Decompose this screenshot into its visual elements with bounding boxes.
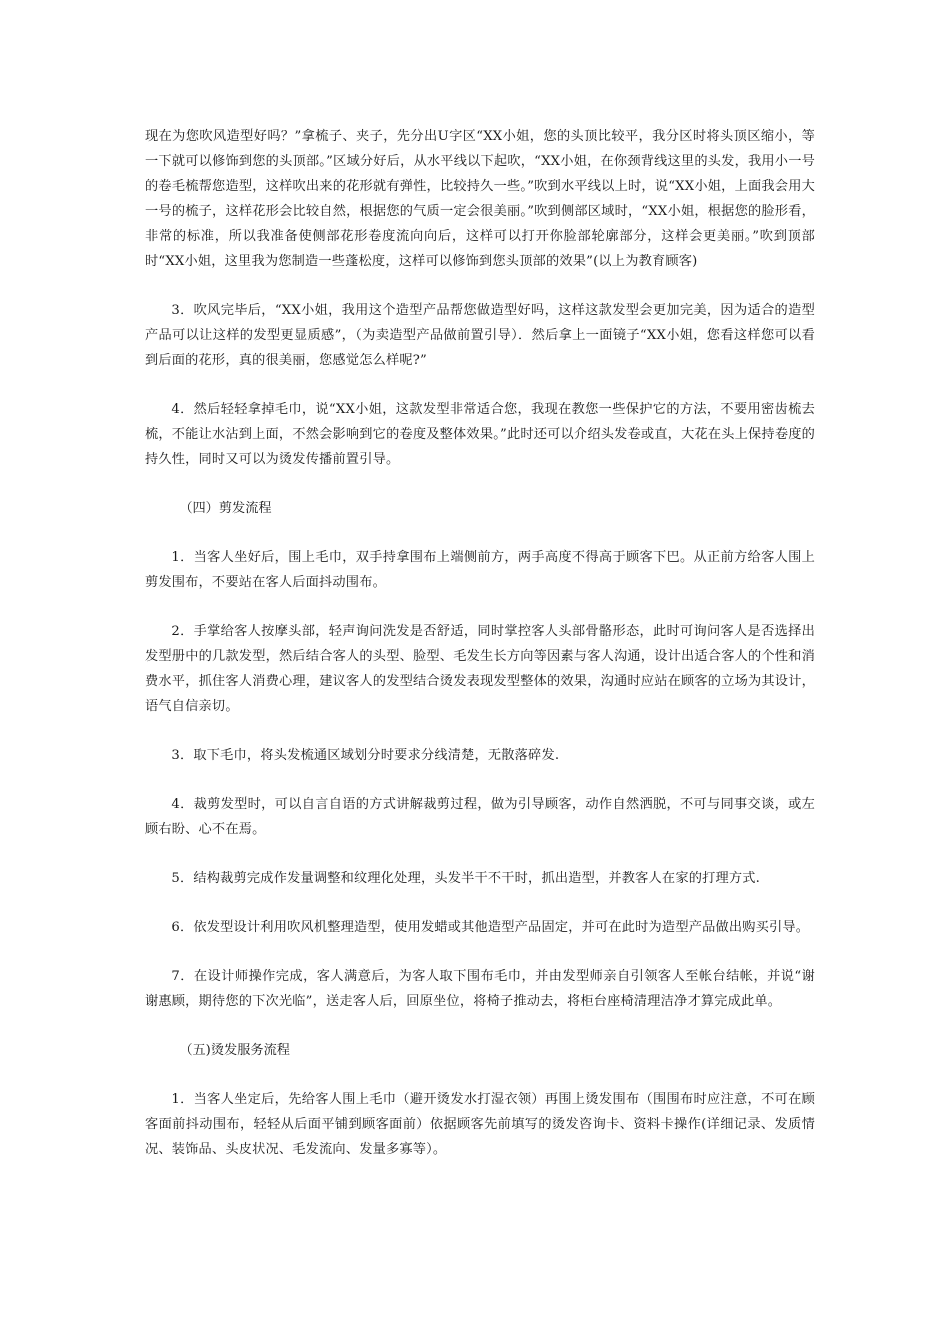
document-body bbox=[145, 124, 815, 1162]
paragraph-gap bbox=[145, 521, 815, 545]
paragraph-gap bbox=[145, 1063, 815, 1087]
paragraph-haircut-step-3: 3．取下毛巾，将头发梳通区域划分时要求分线清楚，无散落碎发. bbox=[171, 748, 560, 763]
paragraph-haircut-step-4: 4．裁剪发型时，可以自言自语的方式讲解裁剪过程，做为引导顾客，动作自然洒脱，不可与同事交谈，或左顾右盼、心不在焉。 bbox=[145, 797, 815, 837]
paragraph-step-3-styling-product: 3．吹风完毕后，“XX小姐，我用这个造型产品帮您做造型好吗，这样这款发型会更加完美，因为适合的造型产品可以让这样的发型更显质感”，（为卖造型产品做前置引导）．然后拿上一面镜子“XX小姐，您看这样您可以看到后面的花形，真的很美丽，您感觉怎么样呢?” bbox=[145, 303, 815, 368]
paragraph-gap bbox=[145, 595, 815, 619]
paragraph-step-4-remove-towel: 4．然后轻轻拿掉毛巾，说“XX小姐，这款发型非常适合您，我现在教您一些保护它的方法，不要用密齿梳去梳，不能让水沾到上面，不然会影响到它的卷度及整体效果。”此时还可以介绍头发卷或直，大花在头上保持卷度的持久性，同时又可以为烫发传播前置引导。 bbox=[145, 402, 815, 467]
paragraph-gap bbox=[145, 842, 815, 866]
paragraph-haircut-step-1: 1．当客人坐好后，围上毛巾，双手持拿围布上端侧前方，两手高度不得高于顾客下巴。从正前方给客人围上剪发围布，不要站在客人后面抖动围布。 bbox=[145, 550, 815, 590]
paragraph-gap bbox=[145, 1014, 815, 1038]
paragraph-haircut-step-6: 6．依发型设计利用吹风机整理造型，使用发蜡或其他造型产品固定，并可在此时为造型产品做出购买引导。 bbox=[171, 920, 810, 935]
paragraph-gap bbox=[145, 274, 815, 298]
paragraph-gap bbox=[145, 891, 815, 915]
paragraph-gap bbox=[145, 940, 815, 964]
section-heading-perm-service-process: （五)烫发服务流程 bbox=[179, 1043, 290, 1058]
section-heading-haircut-process: （四）剪发流程 bbox=[179, 501, 272, 516]
paragraph-haircut-step-2: 2．手掌给客人按摩头部，轻声询问洗发是否舒适，同时掌控客人头部骨骼形态，此时可询问客人是否选择出发型册中的几款发型，然后结合客人的头型、脸型、毛发生长方向等因素与客人沟通，设计出适合客人的个性和消费水平，抓住客人消费心理，建议客人的发型结合烫发表现发型整体的效果，沟通时应站在顾客的立场为其设计，语气自信亲切。 bbox=[145, 624, 815, 714]
paragraph-gap bbox=[145, 719, 815, 743]
paragraph-haircut-step-7: 7．在设计师操作完成，客人满意后，为客人取下围布毛巾，并由发型师亲自引领客人至帐台结帐，并说“谢谢惠顾，期待您的下次光临”，送走客人后，回原坐位，将椅子推动去，将柜台座椅清理洁净才算完成此单。 bbox=[145, 969, 815, 1009]
paragraph-gap bbox=[145, 768, 815, 792]
paragraph-haircut-step-5: 5．结构裁剪完成作发量调整和纹理化处理，头发半干不干时，抓出造型，并教客人在家的打理方式. bbox=[171, 871, 761, 886]
paragraph-perm-step-1: 1．当客人坐定后，先给客人围上毛巾（避开烫发水打湿衣领）再围上烫发围布（围围布时应注意，不可在顾客面前抖动围布，轻轻从后面平铺到顾客面前）依据顾客先前填写的烫发咨询卡、资料卡操作(详细记录、发质情况、装饰品、头皮状况、毛发流向、发量多寡等）。 bbox=[145, 1092, 815, 1157]
paragraph-gap bbox=[145, 373, 815, 397]
paragraph-gap bbox=[145, 472, 815, 496]
paragraph-blow-dry-dialogue: 现在为您吹风造型好吗？”拿梳子、夹子，先分出U字区“XX小姐，您的头顶比较平，我分区时将头顶区缩小，等一下就可以修饰到您的头顶部。”区域分好后，从水平线以下起吹，“XX小姐，在你颈背线这里的头发，我用小一号的卷毛梳帮您造型，这样吹出来的花形就有弹性，比较持久一些。”吹到水平线以上时，说“XX小姐，上面我会用大一号的梳子，这样花形会比较自然，根据您的气质一定会很美丽。”吹到侧部区域时，“XX小姐，根据您的脸形看，非常的标准，所以我准备使侧部花形卷度流向向后，这样可以打开你脸部轮廓部分，这样会更美丽。”吹到顶部时“XX小姐，这里我为您制造一些蓬松度，这样可以修饰到您头顶部的效果”(以上为教育顾客) bbox=[145, 129, 815, 269]
